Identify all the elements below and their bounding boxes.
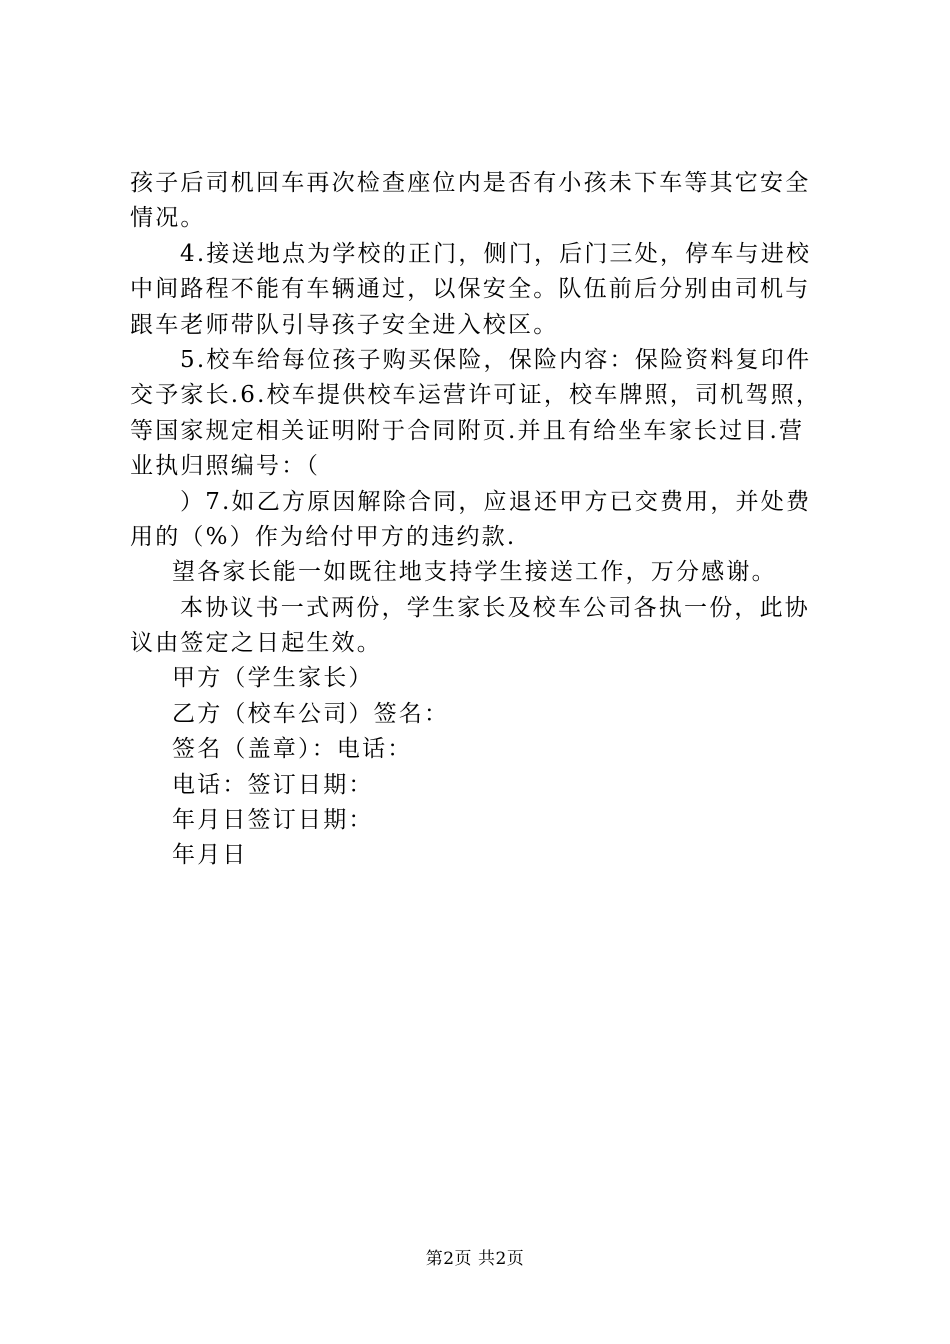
- text-line: 本协议书一式两份，学生家长及校车公司各执一份，此协: [180, 594, 810, 621]
- document-body: [130, 166, 830, 874]
- text-line: 业执归照编号：（: [130, 453, 321, 480]
- text-line: 孩子后司机回车再次检查座位内是否有小孩未下车等其它安全: [130, 170, 811, 196]
- signature-date: 年月日签订日期：: [172, 807, 374, 834]
- page-number-footer: 第2页 共2页: [425, 1249, 525, 1269]
- signature-party-b: 乙方（校车公司）签名：: [172, 700, 450, 727]
- text-line: 等国家规定相关证明附于合同附页.并且有给坐车家长过目.营: [130, 417, 805, 444]
- text-line: ）7.如乙方原因解除合同，应退还甲方已交费用，并处费: [180, 488, 812, 515]
- text-line: 望各家长能一如既往地支持学生接送工作，万分感谢。: [172, 559, 777, 586]
- text-line: 中间路程不能有车辆通过，以保安全。队伍前后分别由司机与: [130, 276, 811, 303]
- signature-phone-date: 电话：签订日期：: [172, 771, 374, 798]
- text-line: 5.校车给每位孩子购买保险，保险内容：保险资料复印件: [180, 346, 812, 373]
- text-line: 交予家长.6.校车提供校车运营许可证，校车牌照，司机驾照，: [130, 382, 822, 409]
- text-line: 情况。: [130, 205, 206, 232]
- text-line: 用的（%）作为给付甲方的违约款.: [130, 523, 517, 550]
- signature-date-end: 年月日: [172, 842, 248, 869]
- text-line: 跟车老师带队引导孩子安全进入校区。: [130, 311, 559, 338]
- signature-seal-phone: 签名（盖章）：电话：: [172, 736, 413, 763]
- text-line: 4.接送地点为学校的正门，侧门，后门三处，停车与进校: [180, 240, 812, 267]
- text-line: 议由签定之日起生效。: [130, 630, 382, 657]
- signature-party-a: 甲方（学生家长）: [172, 665, 374, 692]
